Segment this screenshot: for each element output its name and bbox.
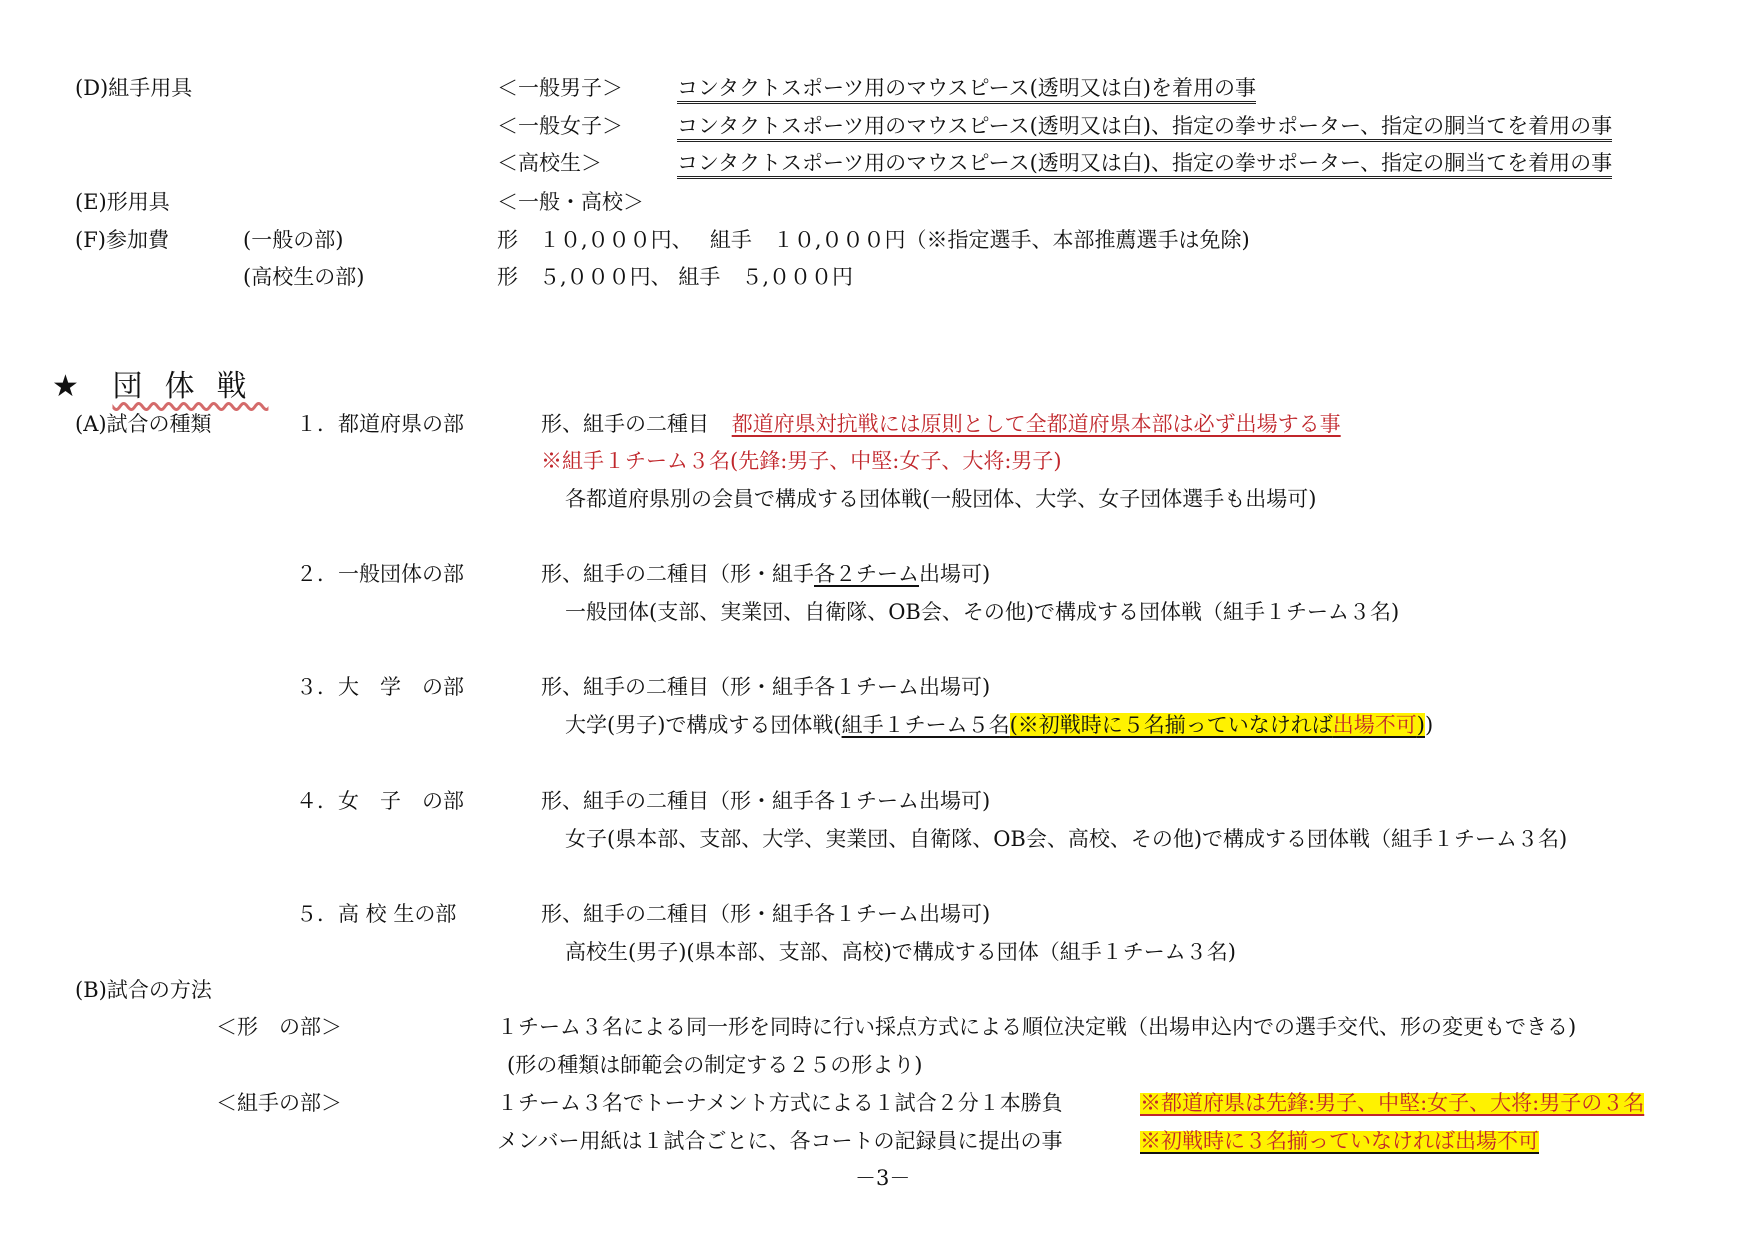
division-1-line-1 — [541, 414, 1341, 435]
division-3-warning-text: (※初戦時に５名揃っていなければ — [1009, 713, 1333, 737]
kumite-method-note-1: ※都道府県は先鋒:男子、中堅:女子、大将:男子の３名 — [1140, 1091, 1645, 1115]
division-2-line-1 — [541, 564, 990, 585]
kumite-equipment-label: (D)組手用具 — [75, 76, 193, 100]
match-types-label: (A)試合の種類 — [75, 412, 212, 436]
division-2-team-count: 各２チーム — [814, 562, 919, 586]
kumite-method-not-allowed: 出場不可 — [1455, 1129, 1539, 1153]
division-3-line-2 — [565, 715, 1433, 736]
highschool-requirement: コンタクトスポーツ用のマウスピース(透明又は白)、指定の拳サポーター、指定の胴当てを着用の事 — [677, 151, 1612, 179]
fee-general-text: 形 １０,０００円、 組手 １０,０００円（※指定選手、本部推薦選手は免除) — [497, 228, 1250, 252]
division-2-events-end: 出場可) — [919, 562, 991, 586]
division-4-title: ４．女 子 の部 — [296, 789, 464, 813]
division-4-line-1: 形、組手の二種目（形・組手各１チーム出場可) — [541, 789, 991, 813]
general-female-text — [677, 116, 1612, 137]
kata-method-line-1: １チーム３名による同一形を同時に行い採点方式による順位決定戦（出場申込内での選手交代、形の変更もできる) — [497, 1015, 1577, 1039]
general-female-tag: ＜一般女子＞ — [497, 114, 623, 138]
division-1-line-2: ※組手１チーム３名(先鋒:男子、中堅:女子、大将:男子) — [541, 449, 1062, 473]
general-female-requirement: コンタクトスポーツ用のマウスピース(透明又は白)、指定の拳サポーター、指定の胴当てを着用の事 — [677, 114, 1612, 142]
star-icon: ★ — [52, 369, 79, 404]
team-title: 団体戦 — [112, 369, 269, 404]
division-5-line-2: 高校生(男子)(県本部、支部、高校)で構成する団体（組手１チーム３名) — [565, 940, 1236, 964]
division-3-desc: 大学(男子)で構成する団体戦( — [565, 713, 842, 737]
division-4-line-2: 女子(県本部、支部、大学、実業団、自衛隊、OB会、高校、その他)で構成する団体戦（組手１チーム３名) — [565, 827, 1568, 851]
kumite-method-line-1: １チーム３名でトーナメント方式による１試合２分１本勝負 — [497, 1091, 1063, 1115]
kumite-method-tag: ＜組手の部＞ — [216, 1091, 342, 1115]
match-method-label: (B)試合の方法 — [75, 978, 212, 1002]
division-2-events: 形、組手の二種目（形・組手 — [541, 562, 814, 586]
general-male-requirement: コンタクトスポーツ用のマウスピース(透明又は白)を着用の事 — [677, 76, 1256, 104]
division-3-warning — [1010, 713, 1425, 737]
page-number: －3－ — [855, 1166, 911, 1190]
kata-method-tag: ＜形 の部＞ — [216, 1015, 342, 1039]
general-male-text — [677, 78, 1256, 99]
division-2-title: ２．一般団体の部 — [296, 562, 464, 586]
fee-general-label: (一般の部) — [243, 228, 344, 252]
division-5-title: ５．高 校 生の部 — [296, 902, 457, 926]
fee-highschool-label: (高校生の部) — [243, 265, 365, 289]
general-male-tag: ＜一般男子＞ — [497, 76, 623, 100]
kata-equipment-label: (E)形用具 — [75, 190, 170, 214]
division-3-desc-close: ) — [1424, 713, 1434, 737]
division-3-kumite-count: 組手１チーム５名 — [841, 713, 1010, 737]
fee-label: (F)参加費 — [75, 228, 169, 252]
division-2-line-2: 一般団体(支部、実業団、自衛隊、OB会、その他)で構成する団体戦（組手１チーム３名) — [565, 600, 1400, 624]
division-5-line-1: 形、組手の二種目（形・組手各１チーム出場可) — [541, 902, 991, 926]
highschool-tag: ＜高校生＞ — [497, 151, 602, 175]
kumite-method-line-2: メンバー用紙は１試合ごとに、各コートの記録員に提出の事 — [497, 1129, 1063, 1153]
fee-highschool-text: 形 ５,０００円、 組手 ５,０００円 — [497, 265, 854, 289]
division-1-events: 形、組手の二種目 — [541, 412, 709, 436]
division-3-warning-close: ) — [1416, 713, 1425, 737]
kumite-method-note-2-text: ※初戦時に３名揃っていなければ — [1140, 1129, 1455, 1153]
division-1-rule: 都道府県対抗戦には原則として全都道府県本部は必ず出場する事 — [731, 412, 1341, 436]
division-3-title: ３．大 学 の部 — [296, 675, 464, 699]
division-1-line-3: 各都道府県別の会員で構成する団体戦(一般団体、大学、女子団体選手も出場可) — [565, 487, 1317, 511]
kata-method-line-2: (形の種類は師範会の制定する２５の形より) — [507, 1053, 923, 1077]
division-3-not-allowed: 出場不可 — [1332, 713, 1417, 737]
division-3-line-1: 形、組手の二種目（形・組手各１チーム出場可) — [541, 675, 991, 699]
kata-equipment-tag: ＜一般・高校＞ — [497, 190, 644, 214]
kumite-method-note-2 — [1140, 1131, 1539, 1152]
division-1-title: １．都道府県の部 — [296, 412, 464, 436]
highschool-text — [677, 153, 1612, 174]
team-heading — [52, 369, 269, 404]
